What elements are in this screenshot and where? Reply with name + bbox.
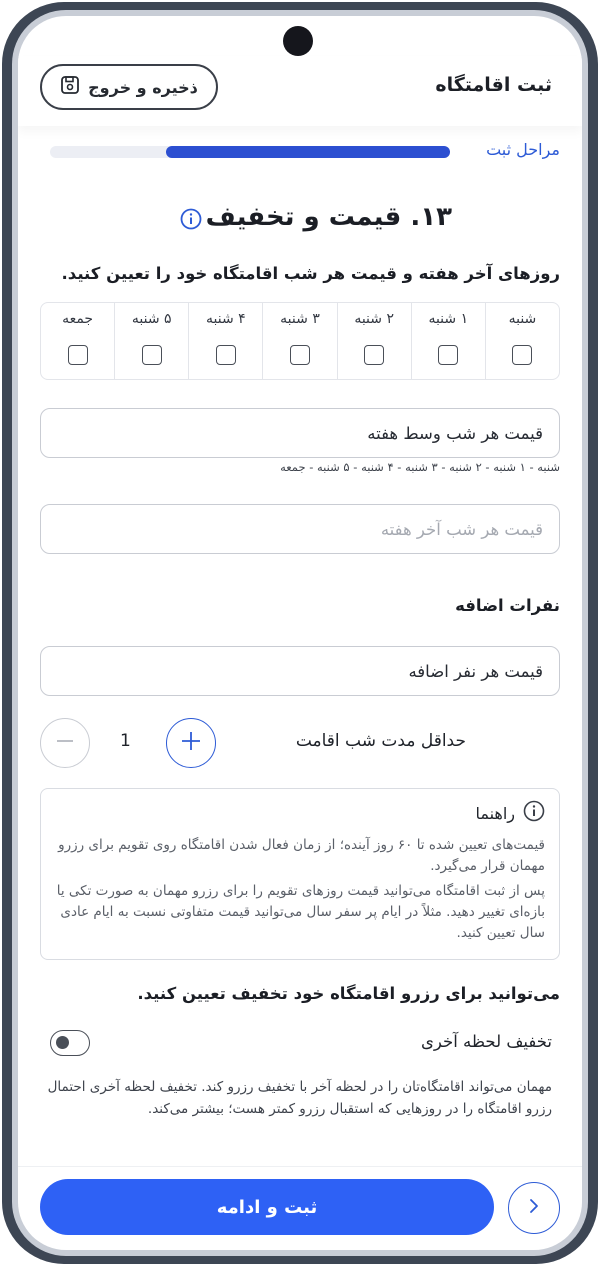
- next-button[interactable]: [508, 1182, 560, 1234]
- guide-paragraph: قیمت‌های تعیین شده تا ۶۰ روز آینده؛ از زمان فعال شدن اقامتگاه روی تقویم برای رزرو مهمان قرار می‌گیرد.: [58, 837, 545, 874]
- day-label: جمعه: [62, 311, 94, 327]
- screen: [18, 16, 582, 1250]
- guide-paragraph: پس از ثبت اقامتگاه می‌توانید قیمت روزهای تقویم را برای رزرو مهمان به صورت تکی یا بازه‌ای تغییر دهید. مثلاً در ایام پر سفر سال می‌توانید قیمت متفاوتی نسبت به ایام عادی سال تعیین کنید.: [56, 883, 545, 941]
- discount-question: می‌توانید برای رزرو اقامتگاه خود تخفیف تعیین کنید.: [137, 984, 560, 1003]
- last-minute-toggle[interactable]: [50, 1030, 90, 1056]
- day-label: ۱ شنبه: [428, 311, 469, 327]
- day-checkbox[interactable]: [142, 345, 162, 365]
- extra-guests-title: نفرات اضافه: [455, 596, 560, 615]
- min-stay-label: حداقل مدت شب اقامت: [295, 731, 466, 751]
- midweek-days-hint: شنبه - ۱ شنبه - ۲ شنبه - ۳ شنبه - ۴ شنبه - ۵ شنبه - جمعه: [280, 460, 560, 474]
- guide-title: راهنما: [475, 803, 515, 823]
- day-checkbox[interactable]: [512, 345, 532, 365]
- decrement-button[interactable]: [40, 718, 90, 768]
- day-checkbox[interactable]: [438, 345, 458, 365]
- plus-icon: [180, 730, 202, 756]
- app-header: [18, 56, 582, 126]
- day-label: ۲ شنبه: [354, 311, 394, 327]
- day-label: ۵ شنبه: [131, 311, 172, 327]
- minus-icon: [55, 731, 75, 755]
- last-minute-label: تخفیف لحظه آخری: [420, 1032, 552, 1051]
- day-checkbox[interactable]: [364, 345, 384, 365]
- midweek-price-input[interactable]: قیمت هر شب وسط هفته: [40, 408, 560, 458]
- progress-label[interactable]: مراحل ثبت: [486, 140, 560, 159]
- increment-button[interactable]: [166, 718, 216, 768]
- day-thursday[interactable]: [114, 303, 188, 379]
- weekend-price-input[interactable]: قیمت هر شب آخر هفته: [40, 504, 560, 554]
- day-label: ۴ شنبه: [206, 311, 246, 327]
- day-wednesday[interactable]: [188, 303, 262, 379]
- day-checkbox[interactable]: [290, 345, 310, 365]
- camera-notch: [283, 26, 313, 56]
- progress-bar: [50, 146, 450, 158]
- last-minute-description: مهمان می‌تواند اقامتگاه‌تان را در لحظه آخر با تخفیف رزرو کند. تخفیف لحظه آخری احتمال رزرو اقامتگاه را در روزهایی که استقبال رزرو کمتر هست؛ بیشتر می‌کند.: [47, 1079, 552, 1117]
- step-title: ۱۳. قیمت و تخفیف: [205, 202, 452, 232]
- min-stay-value: 1: [120, 731, 131, 751]
- toggle-knob: [56, 1036, 69, 1049]
- day-friday[interactable]: [41, 303, 114, 379]
- save-icon: [60, 75, 80, 99]
- day-label: شنبه: [508, 311, 537, 327]
- day-tuesday[interactable]: [262, 303, 336, 379]
- guide-header: [55, 799, 545, 827]
- weekend-question: روزهای آخر هفته و قیمت هر شب اقامتگاه خود را تعیین کنید.: [61, 264, 560, 283]
- guide-text: [55, 835, 545, 944]
- footer-divider: [18, 1166, 582, 1167]
- save-exit-label: ذخیره و خروج: [88, 77, 198, 97]
- save-exit-button[interactable]: [40, 64, 218, 110]
- day-checkbox[interactable]: [216, 345, 236, 365]
- day-checkbox[interactable]: [68, 345, 88, 365]
- extra-guest-price-input[interactable]: قیمت هر نفر اضافه: [40, 646, 560, 696]
- info-icon: [523, 800, 545, 826]
- chevron-right-icon: [525, 1197, 543, 1219]
- info-icon[interactable]: [180, 208, 202, 234]
- weekend-days-selector: [40, 302, 560, 380]
- day-monday[interactable]: [337, 303, 411, 379]
- progress-fill: [166, 146, 450, 158]
- day-label: ۳ شنبه: [280, 311, 320, 327]
- guide-box: [40, 788, 560, 960]
- day-saturday[interactable]: [485, 303, 559, 379]
- page-title: ثبت اقامتگاه: [435, 74, 552, 96]
- day-sunday[interactable]: [411, 303, 485, 379]
- submit-continue-button[interactable]: ثبت و ادامه: [40, 1179, 494, 1235]
